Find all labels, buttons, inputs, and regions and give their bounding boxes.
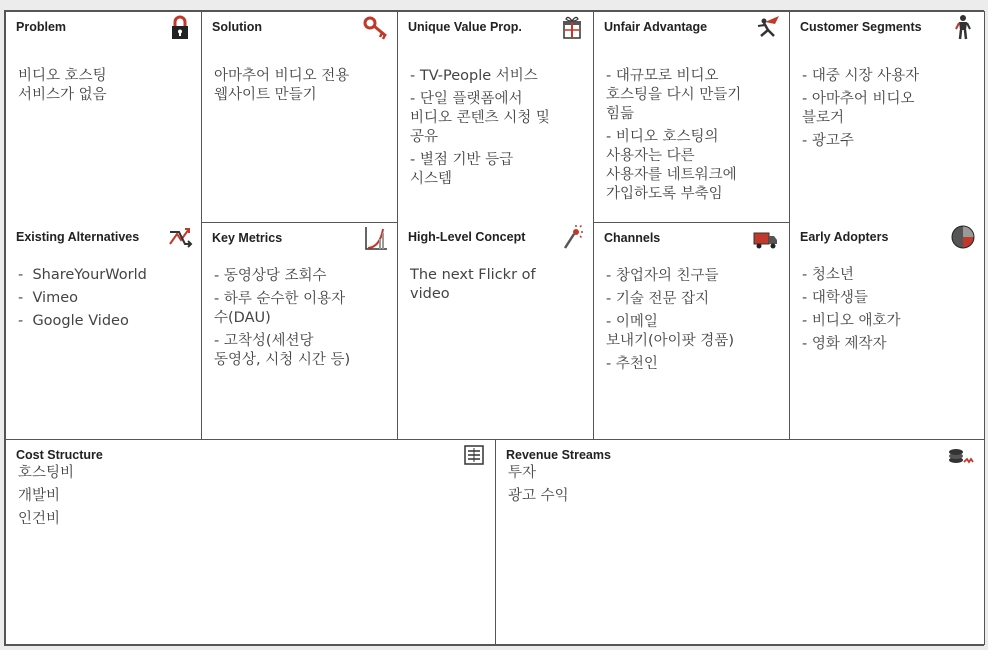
revenue-streams-cell xyxy=(495,439,985,645)
channels-item: - 기술 전문 잡지 xyxy=(606,291,710,307)
existing-alternatives-item: - ShareYourWorld xyxy=(18,267,147,283)
cost-structure-title: Cost Structure xyxy=(16,448,103,462)
solution-title: Solution xyxy=(212,20,262,34)
customer-segments-item: - 광고주 xyxy=(802,133,854,149)
growth-chart-icon xyxy=(363,225,389,251)
cost-structure-content xyxy=(18,464,485,533)
unfair-advantage-content xyxy=(606,67,779,208)
early-adopters-item: - 대학생들 xyxy=(802,290,868,306)
arrows-icon xyxy=(167,224,193,250)
problem-content xyxy=(18,67,191,109)
revenue-streams-content xyxy=(508,464,974,510)
lock-icon xyxy=(167,14,193,40)
key-metrics-item: - 동영상당 조회수 xyxy=(214,268,327,284)
unfair-advantage-title: Unfair Advantage xyxy=(604,20,708,34)
key-metrics-title: Key Metrics xyxy=(212,231,283,245)
uvp-item: - 별점 기반 등급 시스템 xyxy=(410,152,514,187)
cost-structure-item: 개발비 xyxy=(18,488,61,504)
early-adopters-title: Early Adopters xyxy=(800,230,889,244)
customer-segments-title: Customer Segments xyxy=(800,20,922,34)
channels-item: - 이메일 보내기(아이팟 경품) xyxy=(606,314,734,349)
existing-alternatives-item: - Vimeo xyxy=(18,290,78,306)
key-metrics-item: - 고착성(세션당 동영상, 시청 시간 등) xyxy=(214,333,351,368)
key-icon xyxy=(363,14,389,40)
uvp-item: - 단일 플랫폼에서 비디오 콘텐츠 시청 및 공유 xyxy=(410,91,550,145)
early-adopters-item: - 비디오 애호가 xyxy=(802,313,901,329)
unfair-advantage-cell xyxy=(593,11,790,223)
spark-icon xyxy=(559,224,585,250)
key-metrics-cell xyxy=(201,222,398,440)
early-adopters-cell xyxy=(789,222,985,440)
revenue-streams-title: Revenue Streams xyxy=(506,448,611,462)
channels-title: Channels xyxy=(604,231,661,245)
solution-cell xyxy=(201,11,398,223)
problem-item: 비디오 호스팅 서비스가 없음 xyxy=(18,68,107,103)
person-icon xyxy=(950,14,976,40)
cost-structure-item: 호스팅비 xyxy=(18,465,75,481)
cost-structure-cell xyxy=(5,439,496,645)
existing-alternatives-cell xyxy=(5,222,202,440)
solution-content xyxy=(214,67,387,109)
unfair-advantage-item: - 비디오 호스팅의 사용자는 다른 사용자를 네트워크에 가입하도록 부축임 xyxy=(606,129,737,202)
pie-chart-icon xyxy=(950,224,976,250)
customer-segments-content xyxy=(802,67,974,155)
customer-segments-item: - 아마추어 비디오 블로거 xyxy=(802,91,915,126)
early-adopters-item: - 청소년 xyxy=(802,267,854,283)
concept-content xyxy=(410,266,583,308)
channels-cell xyxy=(593,222,790,440)
existing-alternatives-title: Existing Alternatives xyxy=(16,230,140,244)
early-adopters-content xyxy=(802,266,974,358)
uvp-title: Unique Value Prop. xyxy=(408,20,522,34)
existing-alternatives-item: - Google Video xyxy=(18,313,129,329)
concept-title: High-Level Concept xyxy=(408,230,526,244)
concept-item: The next Flickr of video xyxy=(410,267,536,302)
unfair-advantage-item: - 대규모로 비디오 호스팅을 다시 만들기 힘듦 xyxy=(606,68,742,122)
early-adopters-item: - 영화 제작자 xyxy=(802,336,887,352)
concept-cell xyxy=(397,222,594,440)
lean-canvas xyxy=(4,10,984,646)
key-metrics-item: - 하루 순수한 이용자 수(DAU) xyxy=(214,291,346,326)
existing-alternatives-content xyxy=(18,266,191,335)
problem-title: Problem xyxy=(16,20,67,34)
revenue-streams-item: 광고 수익 xyxy=(508,488,569,504)
customer-segments-item: - 대중 시장 사용자 xyxy=(802,68,920,84)
channels-content xyxy=(606,267,779,378)
uvp-item: - TV-People 서비스 xyxy=(410,68,538,84)
superhero-icon xyxy=(755,14,781,40)
key-metrics-content xyxy=(214,267,387,374)
solution-item: 아마추어 비디오 전용 웹사이트 만들기 xyxy=(214,68,350,103)
channels-item: - 창업자의 친구들 xyxy=(606,268,719,284)
uvp-content xyxy=(410,67,583,193)
revenue-streams-item: 투자 xyxy=(508,465,537,481)
cost-structure-item: 인건비 xyxy=(18,511,61,527)
truck-icon xyxy=(751,225,781,251)
channels-item: - 추천인 xyxy=(606,356,658,372)
gift-icon xyxy=(559,14,585,40)
